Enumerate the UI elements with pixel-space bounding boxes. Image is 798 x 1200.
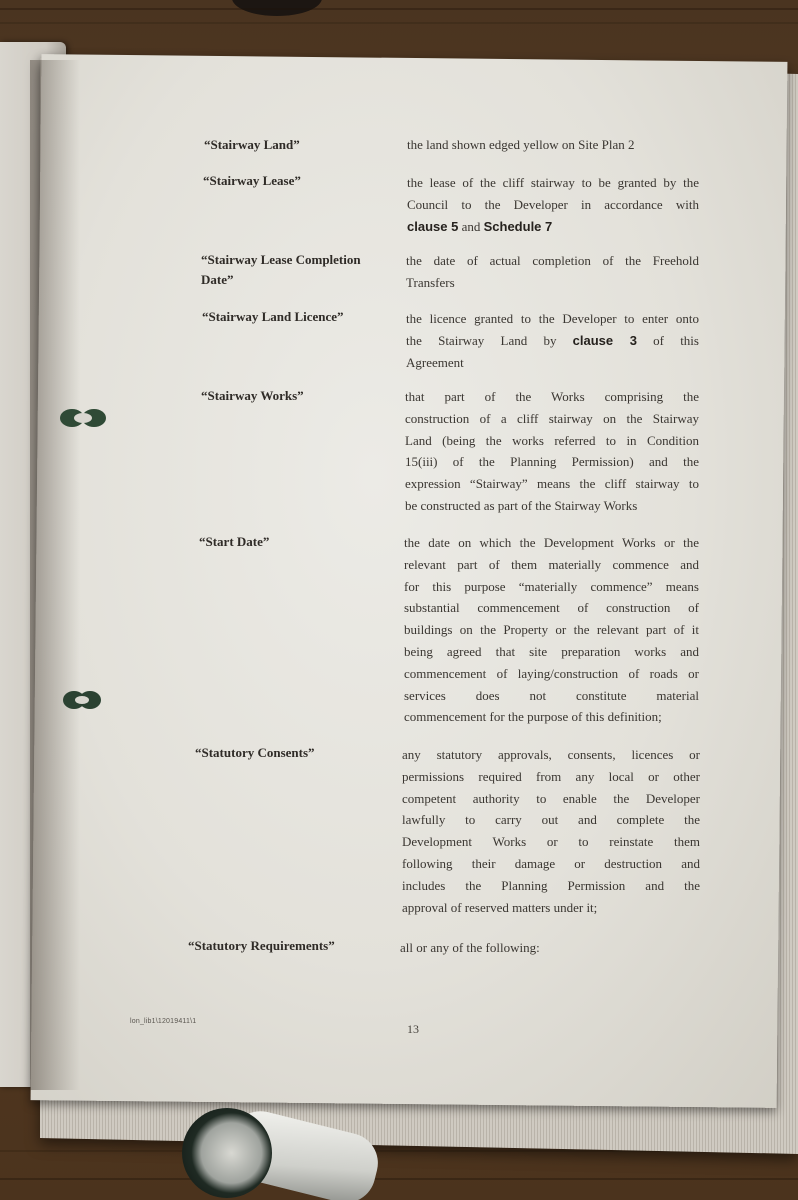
definition-text bbox=[407, 172, 699, 237]
clause-reference: clause 5 bbox=[407, 218, 459, 234]
definition-line: lawfully to carry out and complete the bbox=[402, 812, 700, 828]
definition-term: “Statutory Consents” bbox=[195, 745, 315, 760]
definition-line: buildings on the Property or the relevant part of it bbox=[404, 622, 699, 638]
clause-reference: clause 3 bbox=[572, 332, 637, 348]
definition-line: relevant part of them materially commence and bbox=[404, 556, 699, 572]
cross-reference-line bbox=[407, 219, 552, 234]
definition-term: “Stairway Land Licence” bbox=[202, 309, 344, 324]
definition-line: any statutory approvals, consents, licences or bbox=[402, 747, 700, 762]
definition-line: that part of the Works comprising the bbox=[405, 389, 699, 404]
definition-line: Council to the Developer in accordance with bbox=[407, 196, 699, 212]
definition-line: services does not constitute material bbox=[404, 687, 699, 703]
definition-line-part: of this bbox=[636, 332, 699, 348]
definition-term: “Stairway Land” bbox=[204, 137, 300, 152]
definition-line: all or any of the following: bbox=[400, 940, 540, 955]
definition-line: the date on which the Development Works or the bbox=[404, 535, 699, 550]
definition-line: the lease of the cliff stairway to be granted by the bbox=[407, 175, 699, 190]
definition-term: “Stairway Works” bbox=[201, 388, 304, 403]
definition-line: commencement of laying/construction of roads or bbox=[404, 665, 699, 681]
definition-line: commencement for the purpose of this definition; bbox=[404, 709, 662, 725]
definition-text bbox=[406, 308, 699, 373]
definition-line: the licence granted to the Developer to enter onto bbox=[406, 311, 699, 326]
definition-line: the date of actual completion of the Freehold bbox=[406, 253, 699, 268]
definition-line: Transfers bbox=[406, 274, 455, 290]
schedule-reference: Schedule 7 bbox=[483, 218, 553, 234]
connector-text: and bbox=[458, 218, 484, 234]
definition-line-part: the Stairway Land by bbox=[406, 332, 573, 348]
definition-term: “Start Date” bbox=[199, 534, 270, 549]
definition-text bbox=[405, 386, 699, 517]
definition-line: for this purpose “materially commence” means bbox=[404, 578, 699, 594]
definition-line: expression “Stairway” means the cliff stairway to bbox=[405, 476, 699, 492]
definition-line: includes the Planning Permission and the bbox=[402, 877, 700, 893]
definition-line: Land (being the works referred to in Condition bbox=[405, 432, 699, 448]
definition-line: competent authority to enable the Developer bbox=[402, 790, 700, 806]
definition-line: construction of a cliff stairway on the Stairway bbox=[405, 410, 699, 426]
definition-line: following their damage or destruction and bbox=[402, 855, 700, 871]
definition-term: “Statutory Requirements” bbox=[188, 938, 335, 953]
definition-term: “Stairway Lease Completion Date” bbox=[201, 252, 361, 287]
definition-text bbox=[402, 744, 700, 918]
definition-line: substantial commencement of construction of bbox=[404, 600, 699, 616]
definition-line: the land shown edged yellow on Site Plan 2 bbox=[407, 137, 635, 152]
definition-line: approval of reserved matters under it; bbox=[402, 899, 598, 915]
definition-line: Development Works or to reinstate them bbox=[402, 834, 700, 850]
definition-text bbox=[406, 250, 699, 294]
definition-line: be constructed as part of the Stairway Works bbox=[405, 497, 638, 513]
definition-text bbox=[404, 532, 699, 728]
page-number: 13 bbox=[407, 1022, 419, 1036]
definition-text bbox=[407, 134, 699, 156]
definition-line: Agreement bbox=[406, 354, 464, 370]
definition-text bbox=[400, 937, 698, 959]
definition-line: permissions required from any local or other bbox=[402, 768, 700, 784]
cross-reference-line bbox=[406, 330, 699, 352]
definition-term: “Stairway Lease” bbox=[203, 173, 301, 188]
definition-line: 15(iii) of the Planning Permission) and the bbox=[405, 454, 699, 470]
document-reference: lon_lib1\12019411\1 bbox=[130, 1018, 197, 1025]
definition-line: being agreed that site preparation works and bbox=[404, 643, 699, 659]
